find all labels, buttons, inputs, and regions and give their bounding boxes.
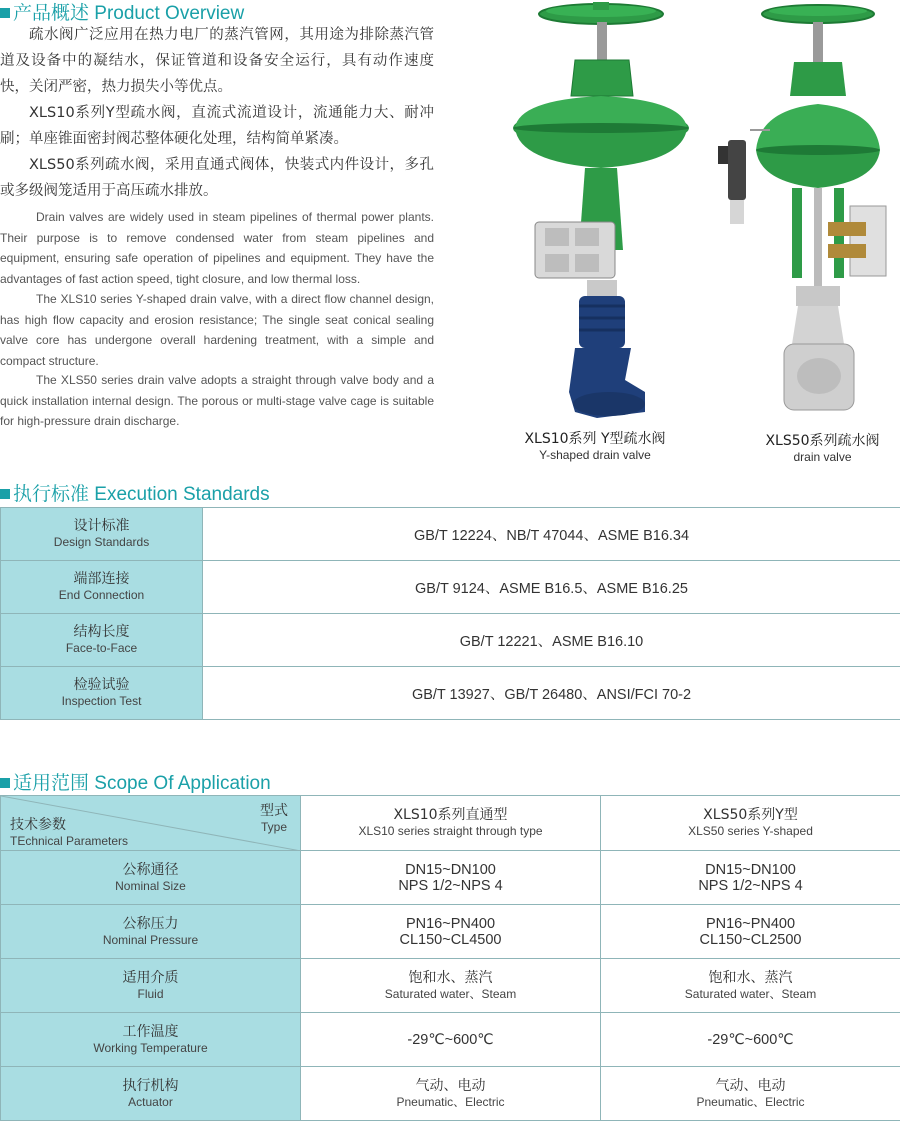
standard-value: GB/T 13927、GB/T 26480、ANSI/FCI 70-2 <box>203 667 900 720</box>
section-square-icon <box>0 778 10 788</box>
param-value: -29℃~600℃ <box>601 1013 900 1067</box>
standard-label: 端部连接 End Connection <box>1 561 203 614</box>
standard-value: GB/T 12224、NB/T 47044、ASME B16.34 <box>203 508 900 561</box>
table-row <box>1 508 900 561</box>
overview-title: 产品概述 Product Overview <box>0 0 244 25</box>
overview-cn-paragraph: XLS10系列Y型疏水阀，直流式流道设计，流通能力大、耐冲刷；单座锥面密封阀芯整体硬化处理，结构简单紧凑。 <box>0 105 434 147</box>
scope-table <box>0 795 900 1121</box>
overview-cn-paragraph: XLS50系列疏水阀，采用直通式阀体，快装式内件设计，多孔或多级阀笼适用于高压疏水排放。 <box>0 157 434 199</box>
section-square-icon <box>0 8 10 18</box>
param-label: 适用介质 Fluid <box>1 959 301 1013</box>
table-row <box>1 959 900 1013</box>
param-value: -29℃~600℃ <box>301 1013 601 1067</box>
xls10-caption: XLS10系列 Y型疏水阀 Y-shaped drain valve <box>524 431 666 462</box>
xls50-valve-image <box>710 0 900 430</box>
table-row <box>1 1067 900 1121</box>
param-value: 气动、电动 Pneumatic、Electric <box>601 1067 900 1121</box>
standards-title: 执行标准 Execution Standards <box>0 479 270 506</box>
table-row <box>1 667 900 720</box>
standards-table <box>0 507 900 720</box>
param-value: DN15~DN100 NPS 1/2~NPS 4 <box>601 851 900 905</box>
standard-label: 检验试验 Inspection Test <box>1 667 203 720</box>
xls50-caption: XLS50系列疏水阀 drain valve <box>765 433 880 464</box>
table-row <box>1 905 900 959</box>
overview-en-paragraph: The XLS50 series drain valve adopts a straight through valve body and a quick installation internal design. The porous or multi-stage valve cage is suitable for high-pressure drain discharge. <box>0 373 434 428</box>
param-label: 公称通径 Nominal Size <box>1 851 301 905</box>
param-value: PN16~PN400 CL150~CL2500 <box>601 905 900 959</box>
table-row <box>1 851 900 905</box>
scope-title: 适用范围 Scope Of Application <box>0 768 271 795</box>
header-diagonal-cell: 型式 Type 技术参数 TEchnical Parameters <box>1 796 301 851</box>
param-value: 饱和水、蒸汽 Saturated water、Steam <box>301 959 601 1013</box>
param-value: 饱和水、蒸汽 Saturated water、Steam <box>601 959 900 1013</box>
param-label: 公称压力 Nominal Pressure <box>1 905 301 959</box>
overview-en-paragraph: The XLS10 series Y-shaped drain valve, with a direct flow channel design, has high flow capacity and erosion resistance; The single seat conical sealing valve core has undergone overall hardening treatment, with a simple and compact structure. <box>0 292 434 368</box>
standard-label: 结构长度 Face-to-Face <box>1 614 203 667</box>
column-header-xls10: XLS10系列直通型 XLS10 series straight through type <box>301 796 601 851</box>
overview-en-paragraph: Drain valves are widely used in steam pipelines of thermal power plants. Their purpose is to remove condensed water from steam pipelines and equipment, ensuring safe operation of pipelines and equipment. They have the advantages of fast action speed, tight closure, and low thermal loss. <box>0 210 434 286</box>
table-header-row <box>1 796 900 851</box>
section-square-icon <box>0 489 10 499</box>
param-value: 气动、电动 Pneumatic、Electric <box>301 1067 601 1121</box>
table-row <box>1 561 900 614</box>
standard-label: 设计标准 Design Standards <box>1 508 203 561</box>
param-label: 执行机构 Actuator <box>1 1067 301 1121</box>
xls10-valve-image <box>505 0 695 425</box>
standard-value: GB/T 9124、ASME B16.5、ASME B16.25 <box>203 561 900 614</box>
overview-cn-paragraph: 疏水阀广泛应用在热力电厂的蒸汽管网，其用途为排除蒸汽管道及设备中的凝结水，保证管道和设备安全运行，具有动作速度快，关闭严密，热力损失小等优点。 <box>0 27 434 95</box>
param-label: 工作温度 Working Temperature <box>1 1013 301 1067</box>
table-row <box>1 1013 900 1067</box>
param-value: DN15~DN100 NPS 1/2~NPS 4 <box>301 851 601 905</box>
column-header-xls50: XLS50系列Y型 XLS50 series Y-shaped <box>601 796 900 851</box>
standard-value: GB/T 12221、ASME B16.10 <box>203 614 900 667</box>
param-value: PN16~PN400 CL150~CL4500 <box>301 905 601 959</box>
table-row <box>1 614 900 667</box>
